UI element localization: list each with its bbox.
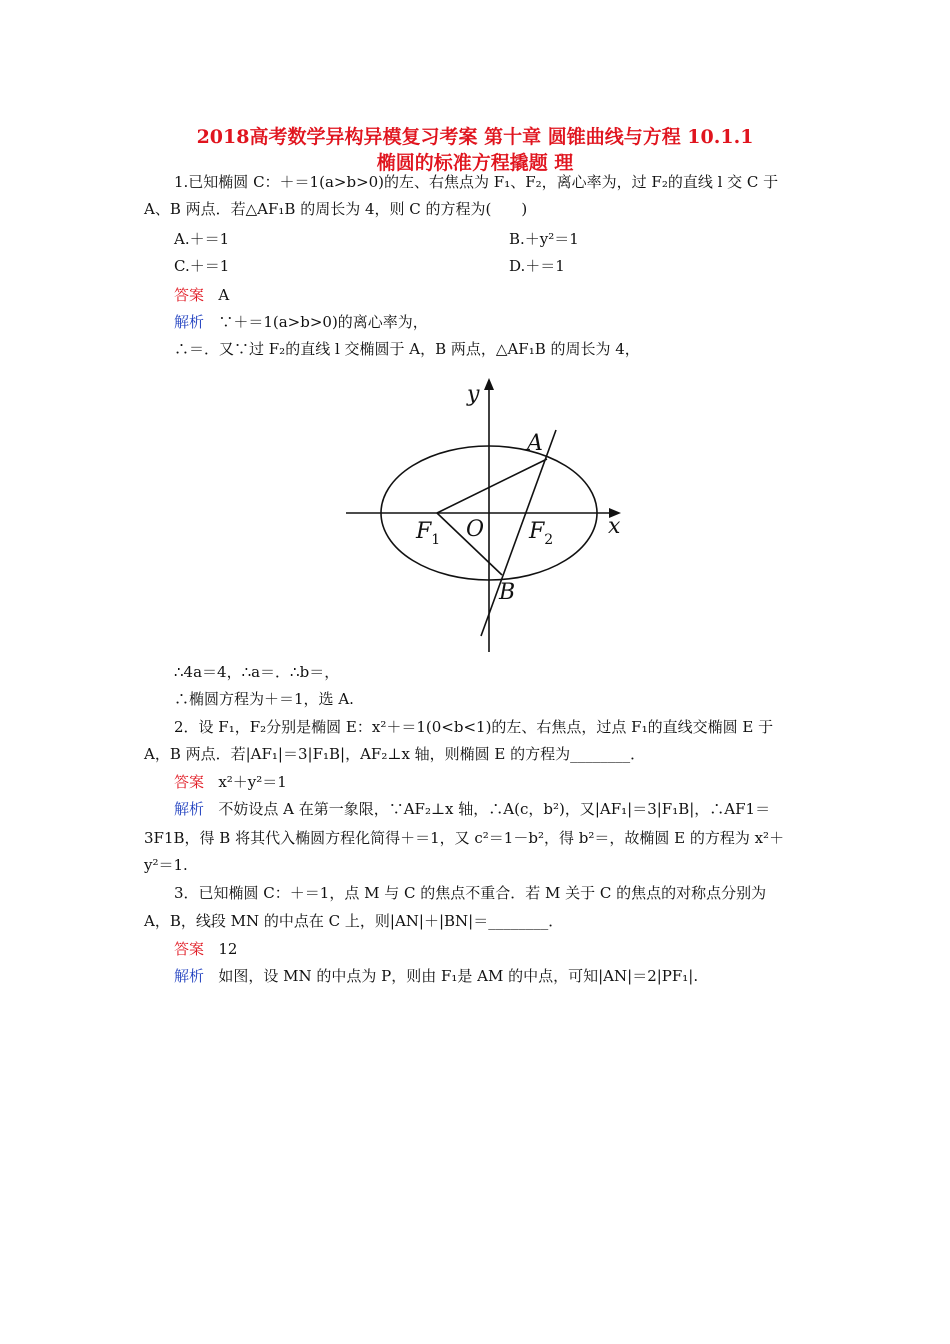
analysis-label: 解析 <box>174 800 205 818</box>
answer-label: 答案 <box>174 940 205 958</box>
q1-option-c: C.＋＝1 <box>174 257 230 275</box>
q3-stem-line-1: 3．已知椭圆 C：＋＝1，点 M 与 C 的焦点不重合．若 M 关于 C 的焦点的对称点分别为 <box>174 884 767 902</box>
q3-stem-line-2: A，B，线段 MN 的中点在 C 上，则|AN|＋|BN|＝________． <box>144 912 564 930</box>
answer-value: 12 <box>218 940 238 958</box>
q1-option-d: D.＋＝1 <box>509 257 565 275</box>
answer-value: A <box>218 286 230 304</box>
title-line-2: 椭圆的标准方程撬题 理 <box>376 152 574 174</box>
label-F2-letter: F <box>529 519 545 544</box>
q3-answer <box>174 939 237 959</box>
label-O: O <box>466 517 485 542</box>
analysis-text: 不妨设点 A 在第一象限，∵AF₂⊥x 轴，∴A(c，b²)，又|AF₁|＝3|F₁B|，∴AF1＝ <box>218 800 771 818</box>
q2-stem-line-2: A，B 两点．若|AF₁|＝3|F₁B|，AF₂⊥x 轴，则椭圆 E 的方程为________． <box>144 745 646 763</box>
label-y: y <box>467 382 480 407</box>
y-axis-arrow <box>484 378 494 390</box>
q1-analysis-3: ∴4a＝4，∴a＝．∴b＝， <box>174 663 340 681</box>
q2-stem-line-1: 2．设 F₁，F₂分别是椭圆 E：x²＋＝1(0<b<1)的左、右焦点，过点 F₁的直线交椭圆 E 于 <box>174 718 774 736</box>
label-B: B <box>499 580 516 605</box>
q1-analysis-2: ∴＝．又∵过 F₂的直线 l 交椭圆于 A，B 两点，△AF₁B 的周长为 4， <box>174 340 640 358</box>
label-F1-letter: F <box>416 519 432 544</box>
q1-option-a: A.＋＝1 <box>174 230 230 248</box>
q1-stem-line-1: 1.已知椭圆 C：＋＝1(a>b>0)的左、右焦点为 F₁、F₂，离心率为，过 F₂的直线 l 交 C 于 <box>174 173 779 191</box>
answer-label: 答案 <box>174 286 205 304</box>
analysis-label: 解析 <box>174 313 205 331</box>
label-x: x <box>608 514 621 539</box>
analysis-text: ∵＋＝1(a>b>0)的离心率为， <box>218 313 428 331</box>
ellipse-figure <box>336 368 622 656</box>
analysis-text: 如图，设 MN 的中点为 P，则由 F₁是 AM 的中点，可知|AN|＝2|PF₁|. <box>218 967 699 985</box>
label-A: A <box>527 431 543 456</box>
label-F2-subscript: 2 <box>544 532 554 548</box>
q2-analysis-1 <box>174 799 770 819</box>
q1-analysis-4: ∴椭圆方程为＋＝1，选 A. <box>174 690 354 708</box>
q1-option-b: B.＋y²＝1 <box>509 230 579 248</box>
title-line-1: 2018高考数学异构异模复习考案 第十章 圆锥曲线与方程 10.1.1 <box>196 126 754 148</box>
q1-stem-line-2: A、B 两点．若△AF₁B 的周长为 4，则 C 的方程为( ) <box>144 200 528 218</box>
q2-analysis-3: y²＝1. <box>144 856 188 874</box>
label-F1-subscript: 1 <box>431 532 441 548</box>
q1-analysis-1 <box>174 312 428 332</box>
answer-label: 答案 <box>174 773 205 791</box>
line-F1-A <box>437 459 547 513</box>
answer-value: x²＋y²＝1 <box>218 773 287 791</box>
analysis-label: 解析 <box>174 967 205 985</box>
label-F1 <box>415 519 440 548</box>
q2-answer <box>174 772 287 792</box>
q1-answer <box>174 285 229 305</box>
label-F2 <box>528 519 553 548</box>
q2-analysis-2: 3F1B，得 B 将其代入椭圆方程化简得＋＝1，又 c²＝1－b²，得 b²＝，故椭圆 E 的方程为 x²＋ <box>144 829 785 847</box>
q3-analysis-1 <box>174 966 698 986</box>
